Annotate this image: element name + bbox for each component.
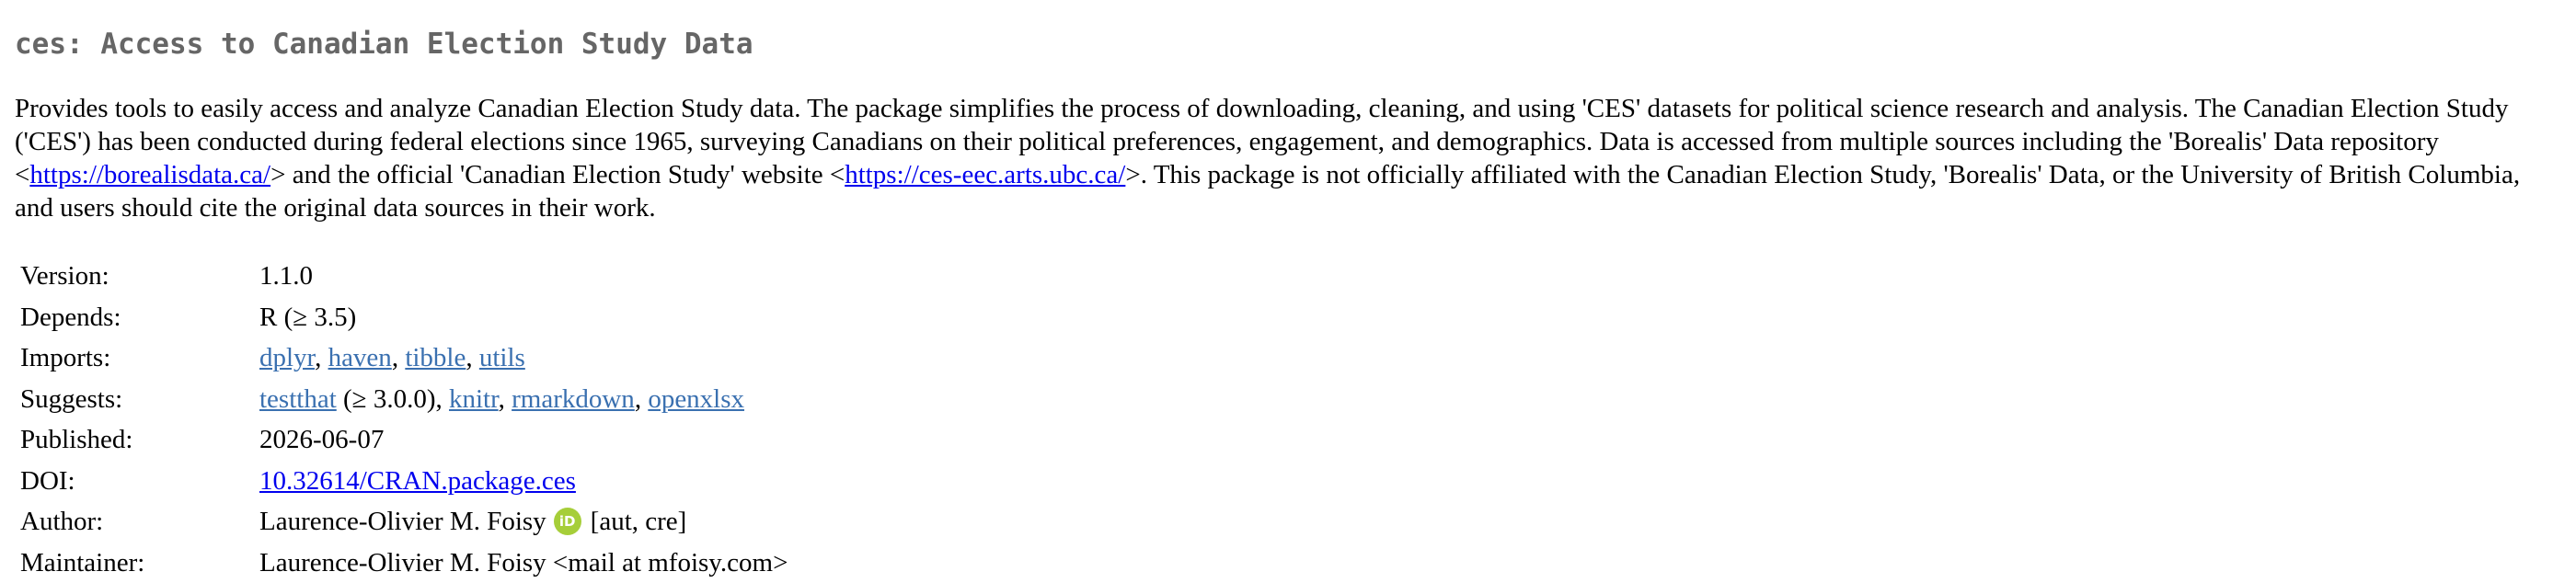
doi-row	[20, 461, 788, 502]
package-metadata-table	[20, 256, 788, 583]
description-text-2: > and the official 'Canadian Election Study' website <	[270, 160, 845, 190]
package-description	[15, 92, 2561, 224]
suggests-value	[259, 379, 788, 420]
version-label: Version:	[20, 261, 109, 292]
imports-value	[259, 337, 788, 379]
separator: ,	[634, 383, 649, 414]
import-link-tibble[interactable]: tibble	[405, 343, 466, 373]
doi-label: DOI:	[20, 465, 75, 496]
published-row	[20, 419, 788, 461]
published-label: Published:	[20, 425, 133, 455]
description-text-1: Provides tools to easily access and analyze Canadian Election Study data. The package simplifies the process of downloading, cleaning, and using 'CES' datasets for political science research and analysis. The Canadian Election Study ('CES') has been conducted during federal elections since 1965, surveying Canadians on their political preferences, engagement, and demographics. Data is accessed from multiple sources including the 'Borealis' Data repository <	[15, 94, 2509, 190]
import-link-utils[interactable]: utils	[478, 343, 525, 373]
version-row	[20, 256, 788, 297]
suggest-link-rmarkdown[interactable]: rmarkdown	[512, 383, 635, 414]
separator: ,	[435, 383, 449, 414]
imports-label: Imports:	[20, 343, 111, 373]
depends-label: Depends:	[20, 302, 121, 332]
borealis-link[interactable]: https://borealisdata.ca/	[29, 160, 271, 190]
suggest-link-knitr[interactable]: knitr	[449, 383, 499, 414]
imports-row	[20, 337, 788, 379]
author-roles: [aut, cre]	[590, 506, 687, 536]
page-title: ces: Access to Canadian Election Study Data	[15, 28, 753, 61]
separator: ,	[466, 343, 479, 373]
suggest-link-testthat[interactable]: testthat	[259, 383, 337, 414]
suggests-row	[20, 379, 788, 420]
maintainer-label: Maintainer:	[20, 547, 145, 577]
separator: ,	[498, 383, 512, 414]
separator: ,	[391, 343, 406, 373]
import-link-haven[interactable]: haven	[328, 343, 392, 373]
maintainer-value: Laurence-Olivier M. Foisy <mail at mfoisy.com>	[259, 547, 788, 577]
doi-value	[259, 461, 788, 502]
testthat-version-requirement: (≥ 3.0.0)	[336, 383, 436, 414]
author-value	[259, 501, 788, 543]
version-value: 1.1.0	[259, 261, 313, 292]
author-label: Author:	[20, 507, 104, 537]
author-row	[20, 501, 788, 543]
orcid-icon[interactable]: iD	[554, 508, 581, 535]
separator: ,	[315, 343, 328, 373]
doi-link[interactable]: 10.32614/CRAN.package.ces	[259, 465, 576, 496]
depends-row	[20, 297, 788, 338]
ces-website-link[interactable]: https://ces-eec.arts.ubc.ca/	[845, 160, 1126, 190]
suggest-link-openxlsx[interactable]: openxlsx	[648, 383, 745, 414]
import-link-dplyr[interactable]: dplyr	[259, 343, 316, 373]
suggests-label: Suggests:	[20, 383, 123, 414]
author-name: Laurence-Olivier M. Foisy	[259, 506, 546, 536]
description-text-3: >. This package is not officially affiliated with the Canadian Election Study, 'Borealis' Data, or the University of British Columbia, and users should cite the original data sources in their work.	[15, 160, 2521, 223]
published-value: 2026-06-07	[259, 425, 385, 455]
depends-value: R (≥ 3.5)	[259, 302, 357, 332]
maintainer-row	[20, 543, 788, 583]
